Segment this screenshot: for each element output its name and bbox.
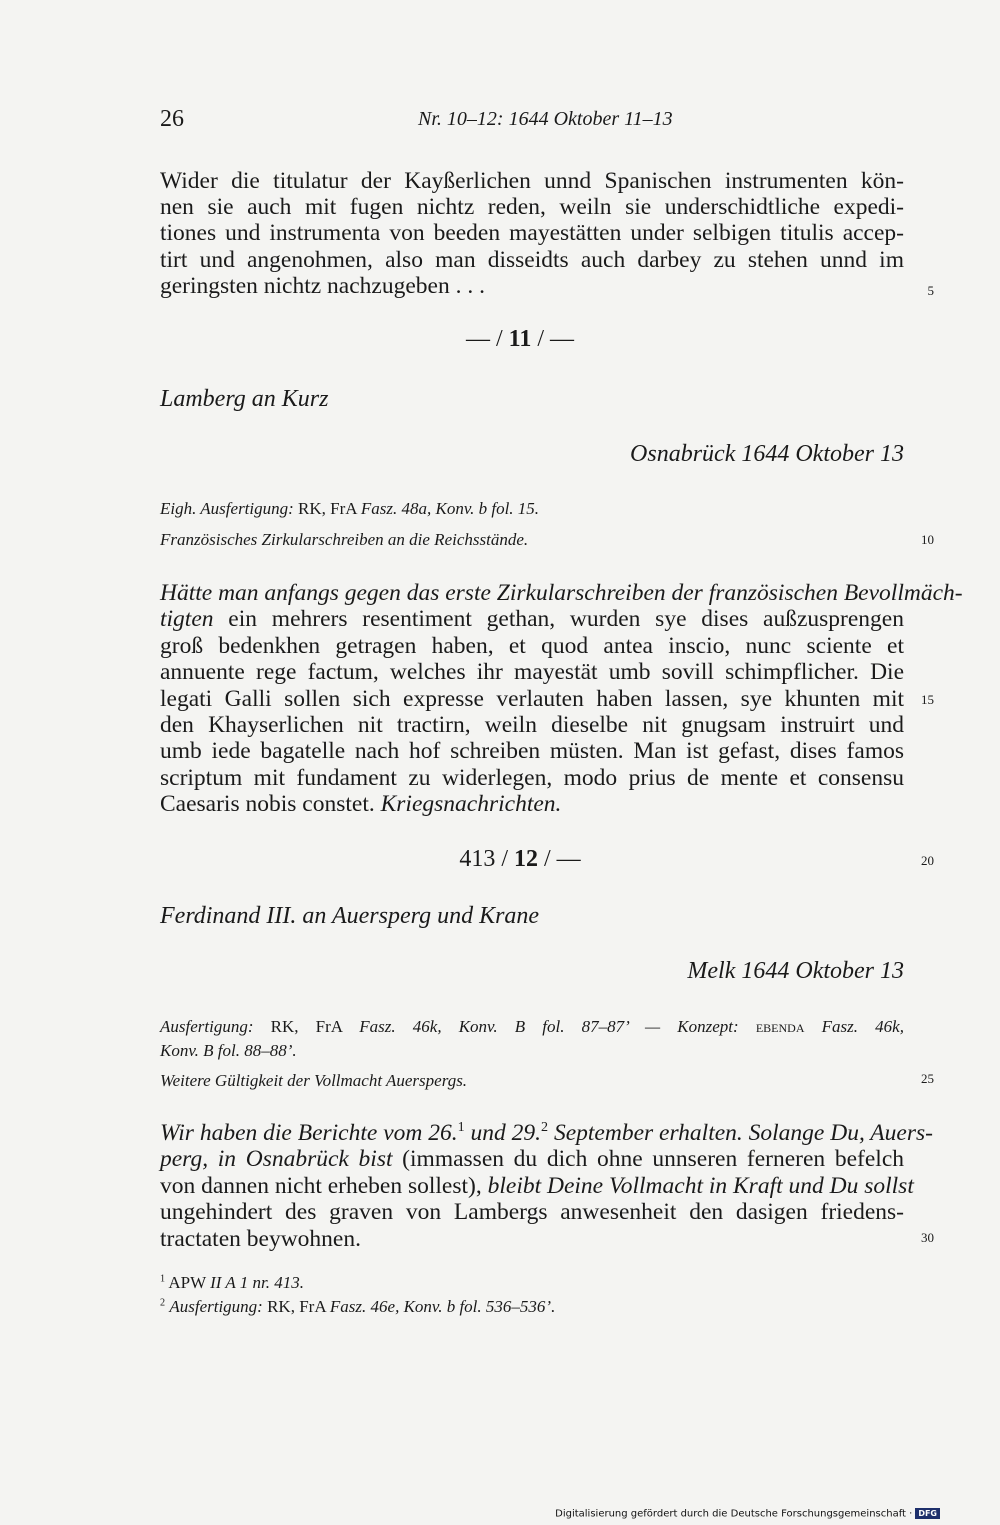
- paragraph-continuation: [160, 168, 904, 299]
- line-number: 25: [921, 1071, 934, 1086]
- line-number: 30: [921, 1230, 934, 1245]
- text-line: perg, in Osnabrück bist (immassen du dich ohne unnseren ferneren befelch: [160, 1146, 905, 1173]
- text-line: umb iede bagatelle nach hof schreiben müsten. Man ist gefast, dises famos: [160, 738, 904, 765]
- text-line: geringsten nichtz nachzugeben . . .: [160, 272, 485, 299]
- document-number-heading: — / 11 / —: [465, 326, 575, 352]
- text-line: Wir haben die Berichte vom 26.$^1$ und 29.$^2$ September erhalten. Solange Du, Auers-: [160, 1119, 933, 1146]
- page-number: 26: [160, 106, 184, 132]
- text-line: tractaten beywohnen.: [160, 1225, 361, 1252]
- footnote: $^2$ Ausfertigung: RK, FrA Fasz. 46e, Konv. b fol. 536–536’.: [160, 1297, 556, 1316]
- document-number-heading: 413 / 12 / —: [459, 846, 581, 872]
- funding-credit: Digitalisierung gefördert durch die Deutsche Forschungsgemeinschaft · DFG: [555, 1508, 940, 1520]
- document-place-date: Osnabrück 1644 Oktober 13: [630, 441, 904, 467]
- text-line: tigten ein mehrers resentiment gethan, wurden sye dises außzusprengen: [160, 606, 904, 633]
- source-note: Ausfertigung: RK, FrA Fasz. 46k, Konv. B fol. 87–87’ — Konzept: ebenda Fasz. 46k, Konv. B fol. 88–88’.: [160, 1017, 904, 1060]
- text-line: Caesaris nobis constet. Kriegsnachrichten.: [160, 791, 562, 818]
- dfg-logo: DFG: [915, 1508, 940, 1519]
- document-place-date: Melk 1644 Oktober 13: [687, 958, 904, 984]
- text-line: Wider die titulatur der Kayßerlichen unnd Spanischen instrumenten kön-: [160, 168, 904, 194]
- text-line: Hätte man anfangs gegen das erste Zirkularschreiben der französischen Bevollmäch-: [160, 580, 963, 606]
- text-line: annuente rege factum, welches ihr mayestät umb sovill schimpflicher. Die: [160, 659, 904, 686]
- document-addressee: Lamberg an Kurz: [160, 386, 329, 412]
- line-number: 10: [921, 532, 934, 547]
- footnote: $^1$ APW II A 1 nr. 413.: [160, 1273, 304, 1292]
- text-line: nen sie auch mit fugen nichtz reden, weiln sie underschidtliche expedi-: [160, 194, 904, 221]
- line-number: 5: [927, 283, 934, 298]
- text-line: ungehindert des graven von Lambergs anwesenheit den dasigen friedens-: [160, 1199, 904, 1226]
- line-number: 15: [921, 692, 934, 707]
- document-summary: Französisches Zirkularschreiben an die Reichsstände.: [160, 530, 529, 549]
- text-line: legati Galli sollen sich expresse verlauten haben lassen, sye khunten mit: [160, 685, 904, 712]
- text-line: scriptum mit fundament zu widerlegen, modo prius de mente et consensu: [160, 764, 904, 791]
- text-line: tirt und angenohmen, also man disseidts auch darbey zu stehen unnd im: [160, 246, 904, 273]
- document-addressee: Ferdinand III. an Auersperg und Krane: [160, 903, 540, 929]
- text-line: den Khayserlichen nit tractirn, weiln dieselbe nit gnugsam instruirt und: [160, 712, 904, 739]
- source-note: Eigh. Ausfertigung: RK, FrA Fasz. 48a, Konv. b fol. 15.: [160, 499, 540, 518]
- document-summary: Weitere Gültigkeit der Vollmacht Auerspergs.: [160, 1071, 468, 1090]
- running-title: Nr. 10–12: 1644 Oktober 11–13: [418, 108, 673, 130]
- text-line: von dannen nicht erheben sollest), bleibt Deine Vollmacht in Kraft und Du sollst: [160, 1172, 914, 1199]
- text-line: groß bedenkhen getragen haben, et quod antea inscio, nunc sciente et: [160, 632, 904, 659]
- line-number: 20: [921, 853, 934, 868]
- text-line: tiones und instrumenta von beeden mayestätten under selbigen titulis accep-: [160, 220, 904, 247]
